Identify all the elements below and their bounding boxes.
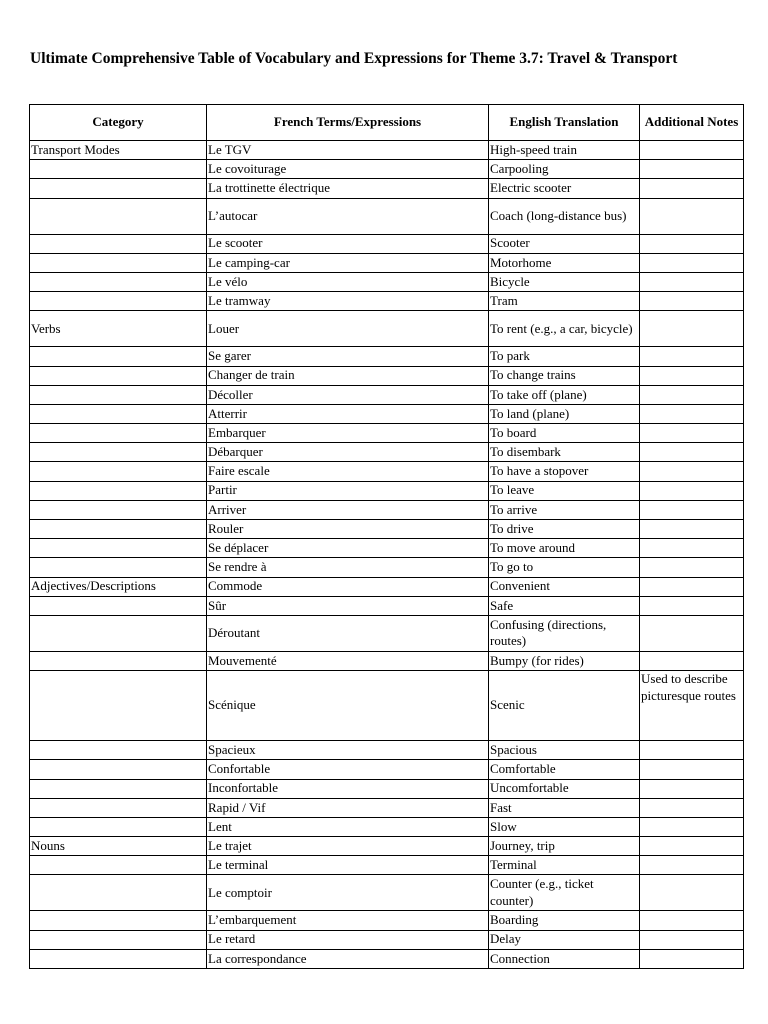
category-cell: Verbs — [30, 311, 207, 347]
category-cell — [30, 424, 207, 443]
notes-cell — [640, 615, 744, 651]
french-term-cell: Commode — [207, 577, 489, 596]
english-translation-cell: To have a stopover — [489, 462, 640, 481]
english-translation-cell: To leave — [489, 481, 640, 500]
english-translation-cell: Tram — [489, 292, 640, 311]
french-term-cell: Le retard — [207, 930, 489, 949]
english-translation-cell: To rent (e.g., a car, bicycle) — [489, 311, 640, 347]
notes-cell — [640, 253, 744, 272]
category-cell — [30, 253, 207, 272]
table-row — [30, 741, 744, 760]
notes-cell — [640, 160, 744, 179]
category-cell — [30, 779, 207, 798]
table-row — [30, 481, 744, 500]
category-cell — [30, 462, 207, 481]
notes-cell — [640, 798, 744, 817]
english-translation-cell: Comfortable — [489, 760, 640, 779]
english-translation-cell: To land (plane) — [489, 404, 640, 423]
english-translation-cell: Confusing (directions, routes) — [489, 615, 640, 651]
table-row — [30, 443, 744, 462]
table-row — [30, 949, 744, 968]
french-term-cell: Louer — [207, 311, 489, 347]
french-term-cell: Atterrir — [207, 404, 489, 423]
table-row — [30, 671, 744, 741]
notes-cell — [640, 911, 744, 930]
category-cell — [30, 347, 207, 366]
table-row — [30, 347, 744, 366]
french-term-cell: Arriver — [207, 500, 489, 519]
table-row — [30, 141, 744, 160]
category-cell — [30, 520, 207, 539]
table-row — [30, 292, 744, 311]
french-term-cell: Le terminal — [207, 856, 489, 875]
category-cell — [30, 798, 207, 817]
english-translation-cell: To disembark — [489, 443, 640, 462]
notes-cell — [640, 347, 744, 366]
header-english: English Translation — [489, 105, 640, 141]
french-term-cell: Lent — [207, 817, 489, 836]
english-translation-cell: Fast — [489, 798, 640, 817]
french-term-cell: Rouler — [207, 520, 489, 539]
category-cell — [30, 651, 207, 670]
notes-cell — [640, 558, 744, 577]
english-translation-cell: To take off (plane) — [489, 385, 640, 404]
category-cell — [30, 741, 207, 760]
table-row — [30, 179, 744, 198]
category-cell — [30, 615, 207, 651]
category-cell — [30, 911, 207, 930]
table-row — [30, 385, 744, 404]
notes-cell: Used to describe picturesque routes — [640, 671, 744, 741]
french-term-cell: Se rendre à — [207, 558, 489, 577]
french-term-cell: Scénique — [207, 671, 489, 741]
category-cell — [30, 760, 207, 779]
table-row — [30, 875, 744, 911]
table-row — [30, 500, 744, 519]
english-translation-cell: Delay — [489, 930, 640, 949]
category-cell — [30, 292, 207, 311]
table-row — [30, 424, 744, 443]
english-translation-cell: To move around — [489, 539, 640, 558]
english-translation-cell: High-speed train — [489, 141, 640, 160]
page-title: Ultimate Comprehensive Table of Vocabulary and Expressions for Theme 3.7: Travel & Transport — [30, 50, 678, 67]
notes-cell — [640, 577, 744, 596]
category-cell — [30, 596, 207, 615]
french-term-cell: Le camping-car — [207, 253, 489, 272]
category-cell: Nouns — [30, 837, 207, 856]
english-translation-cell: Slow — [489, 817, 640, 836]
english-translation-cell: Motorhome — [489, 253, 640, 272]
table-row — [30, 760, 744, 779]
table-row — [30, 366, 744, 385]
english-translation-cell: To go to — [489, 558, 640, 577]
french-term-cell: Le trajet — [207, 837, 489, 856]
french-term-cell: Débarquer — [207, 443, 489, 462]
table-row — [30, 539, 744, 558]
english-translation-cell: Uncomfortable — [489, 779, 640, 798]
table-row — [30, 779, 744, 798]
table-row — [30, 651, 744, 670]
english-translation-cell: Convenient — [489, 577, 640, 596]
category-cell — [30, 930, 207, 949]
category-cell — [30, 160, 207, 179]
notes-cell — [640, 141, 744, 160]
notes-cell — [640, 949, 744, 968]
table-row — [30, 253, 744, 272]
french-term-cell: Embarquer — [207, 424, 489, 443]
french-term-cell: Le covoiturage — [207, 160, 489, 179]
category-cell: Transport Modes — [30, 141, 207, 160]
english-translation-cell: Safe — [489, 596, 640, 615]
notes-cell — [640, 481, 744, 500]
table-row — [30, 856, 744, 875]
table-header-row — [30, 105, 744, 141]
notes-cell — [640, 856, 744, 875]
notes-cell — [640, 443, 744, 462]
header-french: French Terms/Expressions — [207, 105, 489, 141]
english-translation-cell: Electric scooter — [489, 179, 640, 198]
english-translation-cell: Bicycle — [489, 272, 640, 291]
category-cell — [30, 198, 207, 234]
table-row — [30, 798, 744, 817]
notes-cell — [640, 179, 744, 198]
table-row — [30, 520, 744, 539]
english-translation-cell: To board — [489, 424, 640, 443]
notes-cell — [640, 741, 744, 760]
notes-cell — [640, 311, 744, 347]
french-term-cell: Rapid / Vif — [207, 798, 489, 817]
french-term-cell: L’autocar — [207, 198, 489, 234]
french-term-cell: Décoller — [207, 385, 489, 404]
french-term-cell: Le TGV — [207, 141, 489, 160]
notes-cell — [640, 837, 744, 856]
french-term-cell: Le vélo — [207, 272, 489, 291]
category-cell — [30, 671, 207, 741]
notes-cell — [640, 234, 744, 253]
table-row — [30, 930, 744, 949]
english-translation-cell: Journey, trip — [489, 837, 640, 856]
english-translation-cell: Spacious — [489, 741, 640, 760]
table-row — [30, 577, 744, 596]
header-notes: Additional Notes — [640, 105, 744, 141]
table-row — [30, 272, 744, 291]
table-body — [30, 141, 744, 969]
table-row — [30, 462, 744, 481]
english-translation-cell: To drive — [489, 520, 640, 539]
english-translation-cell: Scooter — [489, 234, 640, 253]
notes-cell — [640, 930, 744, 949]
english-translation-cell: Coach (long-distance bus) — [489, 198, 640, 234]
french-term-cell: Sûr — [207, 596, 489, 615]
notes-cell — [640, 424, 744, 443]
english-translation-cell: To park — [489, 347, 640, 366]
english-translation-cell: Boarding — [489, 911, 640, 930]
notes-cell — [640, 366, 744, 385]
french-term-cell: Confortable — [207, 760, 489, 779]
french-term-cell: Partir — [207, 481, 489, 500]
french-term-cell: Spacieux — [207, 741, 489, 760]
french-term-cell: Le scooter — [207, 234, 489, 253]
table-row — [30, 596, 744, 615]
category-cell — [30, 179, 207, 198]
table-row — [30, 817, 744, 836]
table-row — [30, 837, 744, 856]
category-cell — [30, 539, 207, 558]
category-cell: Adjectives/Descriptions — [30, 577, 207, 596]
category-cell — [30, 234, 207, 253]
category-cell — [30, 856, 207, 875]
french-term-cell: Le comptoir — [207, 875, 489, 911]
french-term-cell: Le tramway — [207, 292, 489, 311]
french-term-cell: Mouvementé — [207, 651, 489, 670]
notes-cell — [640, 596, 744, 615]
notes-cell — [640, 651, 744, 670]
vocabulary-table — [29, 104, 744, 969]
category-cell — [30, 875, 207, 911]
notes-cell — [640, 539, 744, 558]
notes-cell — [640, 272, 744, 291]
category-cell — [30, 272, 207, 291]
notes-cell — [640, 817, 744, 836]
notes-cell — [640, 779, 744, 798]
french-term-cell: Changer de train — [207, 366, 489, 385]
notes-cell — [640, 385, 744, 404]
english-translation-cell: Terminal — [489, 856, 640, 875]
notes-cell — [640, 404, 744, 423]
notes-cell — [640, 500, 744, 519]
notes-cell — [640, 292, 744, 311]
english-translation-cell: Carpooling — [489, 160, 640, 179]
french-term-cell: La correspondance — [207, 949, 489, 968]
category-cell — [30, 949, 207, 968]
table-row — [30, 234, 744, 253]
english-translation-cell: Counter (e.g., ticket counter) — [489, 875, 640, 911]
french-term-cell: La trottinette électrique — [207, 179, 489, 198]
french-term-cell: Déroutant — [207, 615, 489, 651]
notes-cell — [640, 760, 744, 779]
category-cell — [30, 558, 207, 577]
table-row — [30, 198, 744, 234]
notes-cell — [640, 462, 744, 481]
french-term-cell: Se garer — [207, 347, 489, 366]
french-term-cell: Inconfortable — [207, 779, 489, 798]
english-translation-cell: Scenic — [489, 671, 640, 741]
table-row — [30, 311, 744, 347]
header-category: Category — [30, 105, 207, 141]
table-row — [30, 558, 744, 577]
table-row — [30, 160, 744, 179]
english-translation-cell: Bumpy (for rides) — [489, 651, 640, 670]
category-cell — [30, 366, 207, 385]
french-term-cell: Faire escale — [207, 462, 489, 481]
english-translation-cell: To change trains — [489, 366, 640, 385]
english-translation-cell: Connection — [489, 949, 640, 968]
english-translation-cell: To arrive — [489, 500, 640, 519]
french-term-cell: Se déplacer — [207, 539, 489, 558]
category-cell — [30, 500, 207, 519]
notes-cell — [640, 875, 744, 911]
category-cell — [30, 481, 207, 500]
category-cell — [30, 385, 207, 404]
table-row — [30, 404, 744, 423]
category-cell — [30, 817, 207, 836]
category-cell — [30, 443, 207, 462]
category-cell — [30, 404, 207, 423]
table-row — [30, 911, 744, 930]
notes-cell — [640, 520, 744, 539]
notes-cell — [640, 198, 744, 234]
table-row — [30, 615, 744, 651]
french-term-cell: L’embarquement — [207, 911, 489, 930]
